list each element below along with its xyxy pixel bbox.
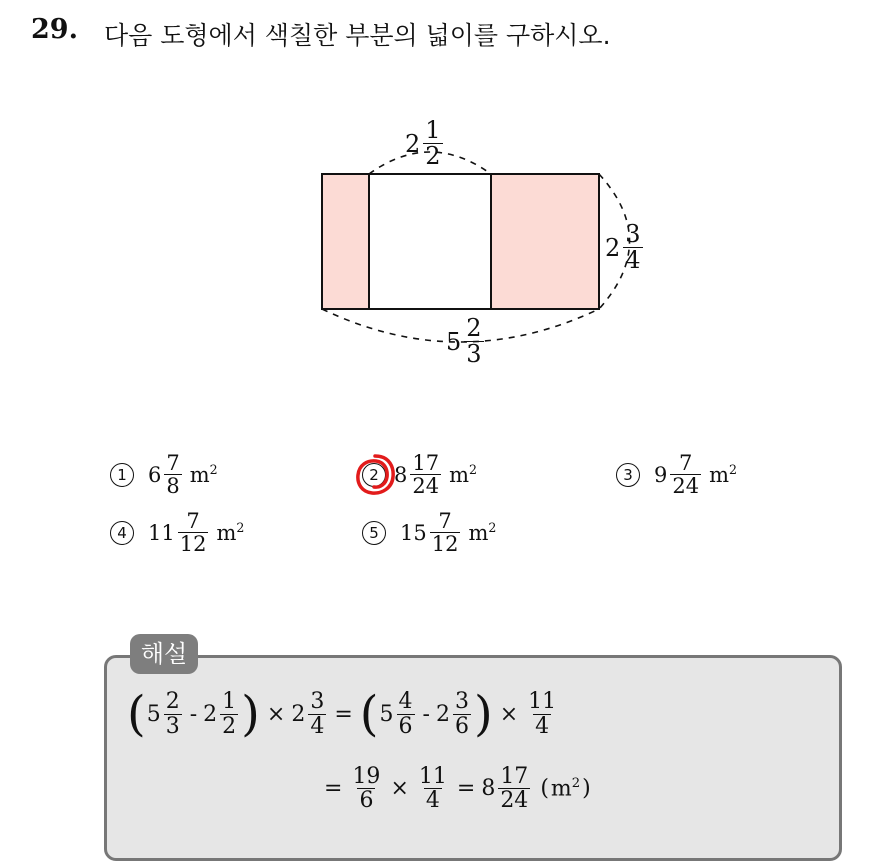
choice-2[interactable]: 2 8 $\frac{17}{24}$ $m^2$: [362, 452, 477, 497]
question-text: 다음 도형에서 색칠한 부분의 넓이를 구하시오.: [104, 21, 611, 50]
question-number: 29.: [31, 14, 78, 45]
choice-3[interactable]: 3 9 $\frac{7}{24}$ $m^2$: [616, 452, 737, 497]
choice-5[interactable]: 5 15 $\frac{7}{12}$ $m^2$: [362, 510, 496, 555]
shaded-left-rect: [322, 174, 369, 309]
shaded-right-rect: [491, 174, 599, 309]
top-dimension-label: 2 $\frac{1}{2}$: [405, 116, 441, 171]
answer-circle-mark: [350, 450, 400, 500]
solution-box: [104, 655, 842, 861]
bottom-dimension-label: 5 $\frac{2}{3}$: [446, 314, 482, 369]
figure-diagram: [0, 0, 884, 400]
choice-4[interactable]: 4 11 $\frac{7}{12}$ $m^2$: [110, 510, 244, 555]
choice-1[interactable]: 1 6 $\frac{7}{8}$ $m^2$: [110, 452, 218, 497]
right-dimension-label: 2 $\frac{3}{4}$: [605, 220, 641, 275]
solution-line-2: = $\frac{19}{6}$ × $\frac{11}{4}$ = 8 $\frac{17}{24}$ ( $m^2$ ): [324, 764, 591, 814]
solution-line-1: ( 5 $\frac{2}{3}$ - 2 $\frac{1}{2}$ ) × 2 $\frac{3}{4}$ = ( 5 $\frac{4}{6}$ - 2 $\frac{3}{6}$ ) × $\frac{11}{4}$: [127, 686, 557, 742]
solution-label: 해설: [130, 634, 198, 674]
